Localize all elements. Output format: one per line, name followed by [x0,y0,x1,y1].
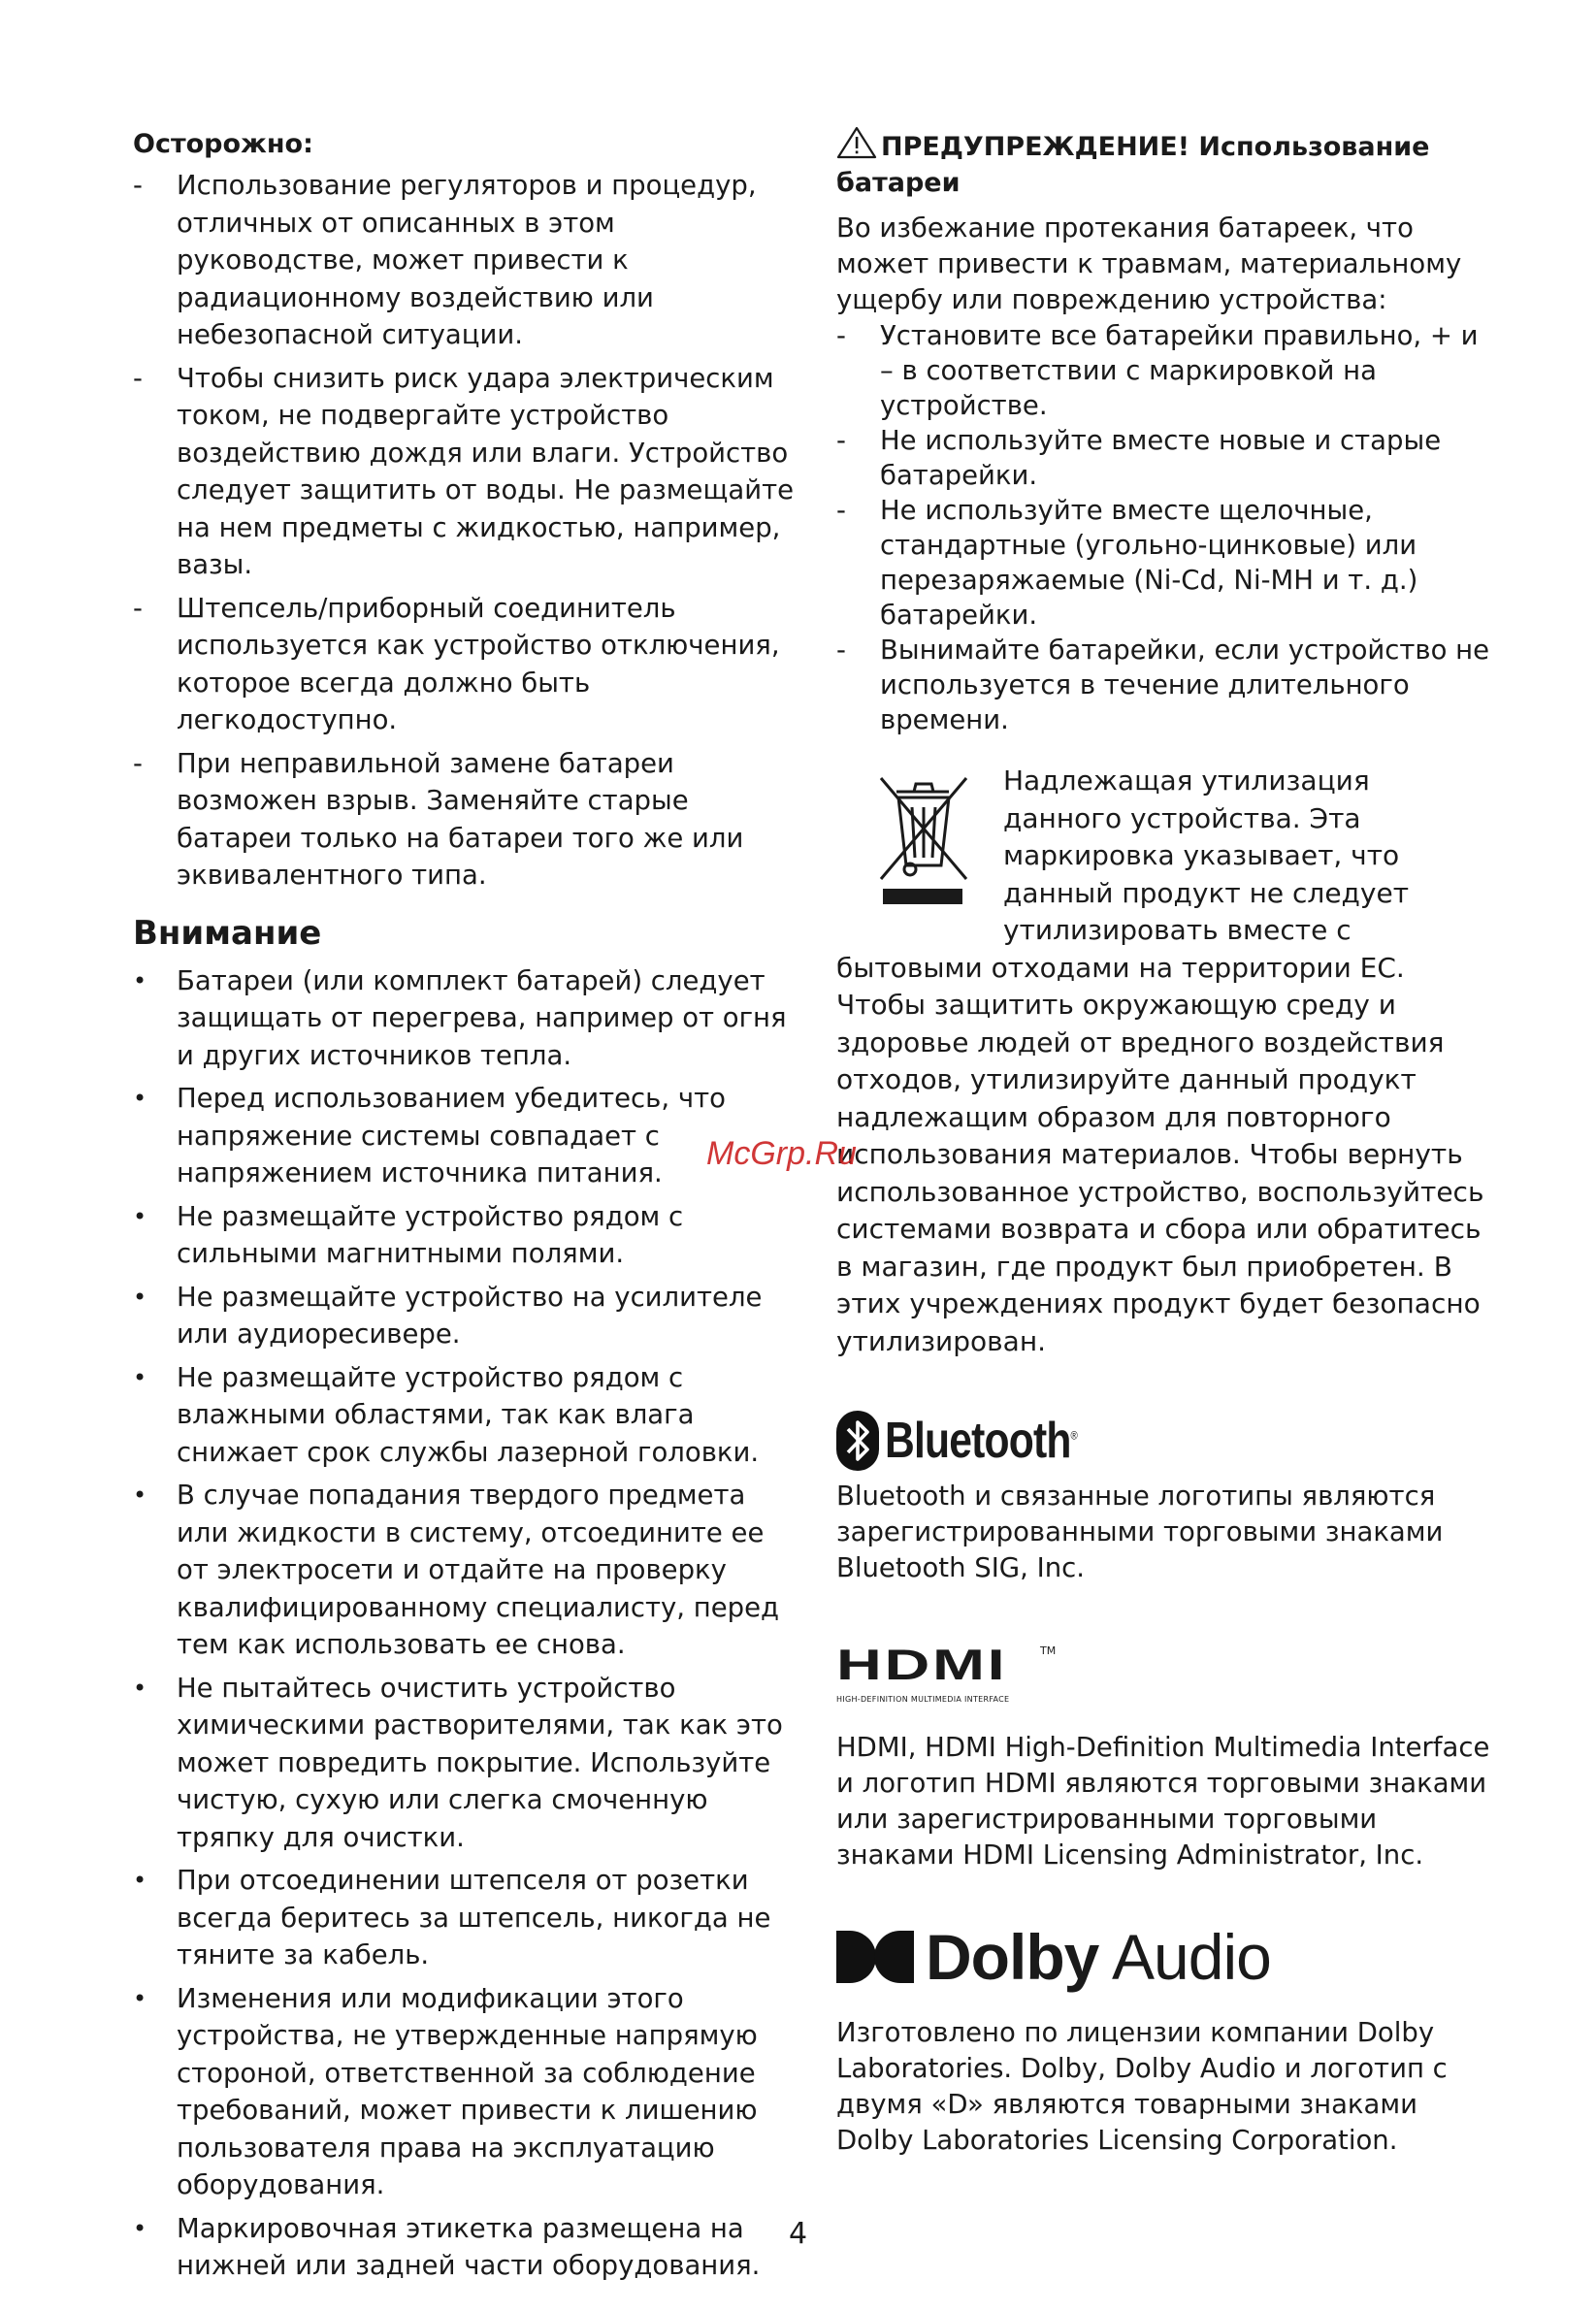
crossed-bin-icon [860,765,986,910]
list-item: - Установите все батарейки правильно, + и – в соответствии с маркировкой на устройстве. [836,320,1479,421]
bluetooth-logo: Bluetooth® [836,1411,1496,1471]
bluetooth-text: Bluetooth и связанные логотипы являются зарегистрированными торговыми знаками Bluetooth SIG, Inc. [836,1481,1444,1583]
list-item: - Не используйте вместе щелочные, стандартные (угольно-цинковые) или перезаряжаемые (Ni-Cd, Ni-MH и т. д.) батарейки. [836,495,1418,631]
list-item: • Не размещайте устройство рядом с сильными магнитными полями. [133,1200,684,1269]
left-column [133,126,802,2291]
attention-list [133,962,802,2285]
list-item: • Перед использованием убедитесь, что напряжение системы совпадает с напряжением источника питания. [133,1083,726,1188]
list-item: • Маркировочная этикетка размещена на нижней или задней части оборудования. [133,2212,761,2281]
hdmi-logo: HDMI TM HIGH-DEFINITION MULTIMEDIA INTERFACE [836,1642,1057,1704]
bluetooth-icon [836,1411,879,1471]
disposal-block [836,763,1496,1360]
list-item: - Не используйте вместе новые и старые батарейки. [836,425,1442,491]
dolby-logo: Dolby Audio [836,1918,1496,1996]
list-item: - Чтобы снизить риск удара электрическим током, не подвергайте устройство воздействию дождя или влаги. Устройство следует защитить от воды. Не размещайте на нем предметы с жидкостью, например, вазы. [133,362,795,580]
list-item: - Вынимайте батарейки, если устройство не используется в течение длительного времени. [836,635,1490,735]
list-item: - Штепсель/приборный соединитель используется как устройство отключения, которое всегда должно быть легкодоступно. [133,592,780,735]
attention-title: Внимание [133,913,322,953]
list-item: • Не размещайте устройство на усилителе или аудиоресивере. [133,1281,763,1350]
warning-triangle-icon [836,126,877,159]
list-item: - Использование регуляторов и процедур, отличных от описанных в этом руководстве, может привести к радиационному воздействию или небезопасной ситуации. [133,170,757,350]
list-item: • При отсоединении штепселя от розетки всегда беритесь за штепсель, никогда не тяните за кабель. [133,1865,771,1970]
list-item: • Батареи (или комплект батарей) следует защищать от перегрева, например от огня и других источников тепла. [133,964,787,1071]
watermark: McGrp.Ru [706,1135,857,1172]
caution-list [133,167,802,895]
caution-title: Осторожно: [133,129,313,159]
list-item: • В случае попадания твердого предмета или жидкости в систему, отсоедините ее от электросети и отдайте на проверку квалифицированному специалисту, перед тем как использовать ее снова. [133,1480,780,1660]
bluetooth-block [836,1411,1496,1586]
list-item: • Изменения или модификации этого устройства, не утвержденные напрямую стороной, ответственной за соблюдение требований, может привести к лишению пользователя права на эксплуатацию оборудования. [133,1982,758,2200]
page-number: 4 [788,2217,808,2251]
battery-warning-list [836,318,1496,737]
right-column [836,126,1496,2159]
battery-warning-intro: Во избежание протекания батареек, что может привести к травмам, материальному ущербу или повреждению устройства: [836,212,1462,315]
list-item: - При неправильной замене батареи возможен взрыв. Заменяйте старые батареи только на батареи того же или эквивалентного типа. [133,747,744,891]
list-item: • Не пытайтесь очистить устройство химическими растворителями, так как это может повредить покрытие. Используйте чистую, сухую или слегка смоченную тряпку для очистки. [133,1672,783,1853]
disposal-text: Надлежащая утилизация данного устройства. Эта маркировка указывает, что данный продукт не следует утилизировать вместе с бытовыми отходами на территории ЕС. Чтобы защитить окружающую среду и здоровье людей от вредного воздействия отходов, утилизируйте данный продукт надлежащим образом для повторного использования материалов. Чтобы вернуть использованное устройство, воспользуйтесь системами возврата и сбора или обратитесь в магазин, где продукт был приобретен. В этих учреждениях продукт будет безопасно утилизирован. [836,765,1484,1357]
battery-warning-title: ПРЕДУПРЕЖДЕНИЕ! Использование батареи [836,126,1496,201]
hdmi-text: HDMI, HDMI High-Definition Multimedia Interface и логотип HDMI являются торговыми знаками или зарегистрированными торговыми знаками HDMI Licensing Administrator, Inc. [836,1732,1490,1871]
dolby-double-d-icon [836,1931,914,1983]
list-item: • Не размещайте устройство рядом с влажными областями, так как влага снижает срок службы лазерной головки. [133,1361,760,1468]
dolby-text: Изготовлено по лицензии компании Dolby Laboratories. Dolby, Dolby Audio и логотип с двумя «D» являются товарными знаками Dolby Laboratories Licensing Corporation. [836,2017,1448,2156]
